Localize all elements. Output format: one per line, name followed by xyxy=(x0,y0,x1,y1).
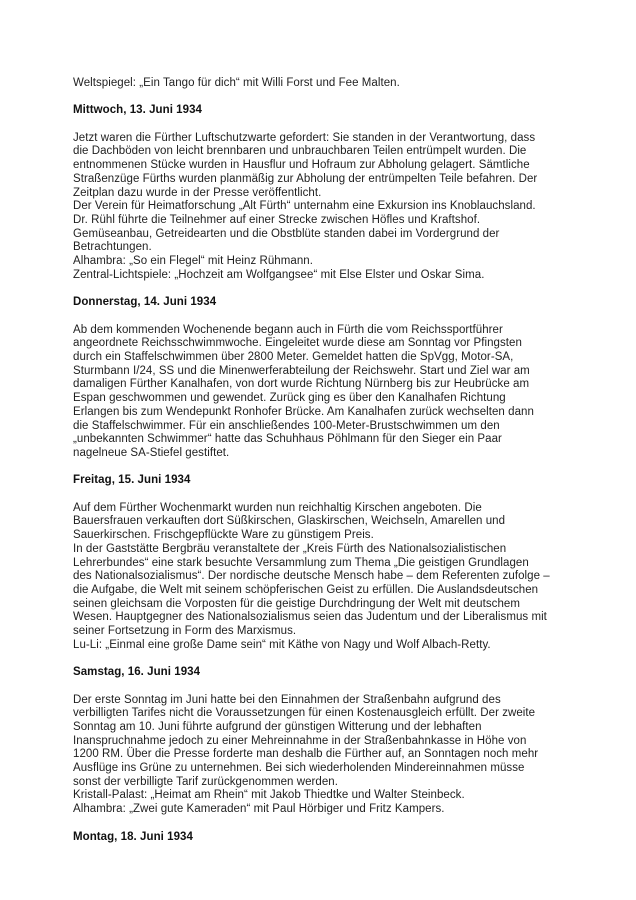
entry-paragraph xyxy=(73,132,583,283)
text-line: Betrachtungen. xyxy=(73,241,152,254)
text-line: Erlangen bis zum Wendepunkt Ronhofer Brücke. Am Kanalhafen zurück wechselten dann xyxy=(73,405,534,418)
text-line: durch ein Staffelschwimmen über 2800 Meter. Gemeldet hatten die SpVgg, Motor-SA, xyxy=(73,351,514,363)
text-line: Zeitplan dazu wurde in der Presse veröffentlicht. xyxy=(73,186,322,199)
text-line: Der Verein für Heimatforschung „Alt Fürth“ unternahm eine Exkursion ins Knoblauchsland. xyxy=(73,200,536,213)
text-line: Sturmbann I/24, SS und die Minenwerferabteilung der Reichswehr. Start und Ziel war am xyxy=(73,364,530,377)
text-line: „unbekannten Schwimmer“ hatte das Schuhhaus Pöhlmann für den Sieger ein Paar xyxy=(73,433,502,446)
text-line: sonst der verbilligte Tarif zurückgenommen werden. xyxy=(73,775,338,788)
entry-paragraph xyxy=(73,502,583,653)
text-line: die Aufgabe, die Welt mit seinem schöpferischen Geist zu erfüllen. Die Auslandsdeutschen xyxy=(73,583,539,596)
text-line: nagelneue SA-Stiefel gestiftet. xyxy=(73,446,230,459)
text-line: Alhambra: „Zwei gute Kameraden“ mit Paul Hörbiger und Fritz Kampers. xyxy=(73,803,445,816)
text-line: Straßenzüge Fürths wurden planmäßig zur Abholung der entrümpelten Teile befahren. Der xyxy=(73,172,538,185)
text-line: damaligen Fürther Kanalhafen, von dort wurde Richtung Nürnberg bis zur Heubrücke am xyxy=(73,378,530,391)
entry-heading: Mittwoch, 13. Juni 1934 xyxy=(73,104,202,117)
text-line: Sauerkirschen. Frischgepflückte Ware zu günstigem Preis. xyxy=(73,529,374,542)
text-line: Inanspruchnahme jedoch zu einer Mehreinnahme in der Straßenbahnkasse in Höhe von xyxy=(73,734,527,747)
text-line: Auf dem Fürther Wochenmarkt wurden nun reichhaltig Kirschen angeboten. Die xyxy=(73,501,482,514)
entry-heading: Montag, 18. Juni 1934 xyxy=(73,830,193,843)
text-line: Bauersfrauen verkauften dort Süßkirschen, Glaskirschen, Weichseln, Amarellen und xyxy=(73,515,506,528)
text-line: In der Gaststätte Bergbräu veranstaltete der „Kreis Fürth des Nationalsozialistischen xyxy=(73,542,507,555)
text-line: Lehrerbundes“ eine stark besuchte Versammlung zum Thema „Die geistigen Grundlagen xyxy=(73,556,529,569)
text-line: Weltspiegel: „Ein Tango für dich“ mit Willi Forst und Fee Malten. xyxy=(73,77,400,89)
text-line: Ausflüge ins Grüne zu unternehmen. Bei sich wiederholenden Mindereinnahmen müsse xyxy=(73,762,525,775)
text-line: angeordnete Reichsschwimmwoche. Eingeleitet wurde diese am Sonntag vor Pfingsten xyxy=(73,337,522,350)
text-line: Gemüseanbau, Getreidearten und die Obstblüte standen dabei im Vordergrund der xyxy=(73,227,500,240)
text-line: die Dachböden von leicht brennbaren und unbrauchbaren Teilen entrümpelt wurden. Die xyxy=(73,145,527,158)
entry-paragraph xyxy=(73,694,583,817)
text-line: verbilligten Tarifes nicht die Voraussetzungen für einen Kostenausgleich erfüllt. Der zweite xyxy=(73,707,536,720)
text-line: Espan geschwommen und gewendet. Zurück ging es über den Kanalhafen Richtung xyxy=(73,392,506,405)
text-line: 1200 RM. Über die Presse forderte man deshalb die Fürther auf, an Sonntagen noch mehr xyxy=(73,748,539,761)
text-line: Alhambra: „So ein Flegel“ mit Heinz Rühmann. xyxy=(73,255,313,268)
text-line: Kristall-Palast: „Heimat am Rhein“ mit Jakob Thiedtke und Walter Steinbeck. xyxy=(73,789,465,802)
text-line: Der erste Sonntag im Juni hatte bei den Einnahmen der Straßenbahn aufgrund des xyxy=(73,693,501,706)
text-line: Sonntag am 10. Juni führte aufgrund der günstigen Witterung und der lebhaften xyxy=(73,720,482,733)
entry-heading: Samstag, 16. Juni 1934 xyxy=(73,666,201,679)
intro-block xyxy=(73,77,583,91)
entry-paragraph xyxy=(73,324,583,461)
text-line: Wesen. Hauptgegner des Nationalsozialismus seien das Judentum und der Liberalismus mit xyxy=(73,611,547,624)
text-line: entnommenen Stücke wurden in Hausflur und Hofraum zur Abholung gelagert. Sämtliche xyxy=(73,159,530,172)
text-line: Lu-Li: „Einmal eine große Dame sein“ mit Käthe von Nagy und Wolf Albach-Retty. xyxy=(73,638,491,651)
text-line: Zentral-Lichtspiele: „Hochzeit am Wolfgangsee“ mit Else Elster und Oskar Sima. xyxy=(73,268,485,281)
document-content xyxy=(73,77,583,858)
text-line: Jetzt waren die Fürther Luftschutzwarte gefordert: Sie standen in der Verantwortung, dass xyxy=(73,131,536,144)
entry-heading: Freitag, 15. Juni 1934 xyxy=(73,474,191,487)
text-line: Dr. Rühl führte die Teilnehmer auf einer Strecke zwischen Höfles und Kraftshof. xyxy=(73,214,481,226)
text-line: des Nationalsozialismus“. Der nordische deutsche Mensch habe – dem Referenten zufolge – xyxy=(73,570,550,583)
entry-heading: Donnerstag, 14. Juni 1934 xyxy=(73,296,217,309)
text-line: seiner Fortsetzung in Form des Marxismus. xyxy=(73,625,297,638)
text-line: die Staffelschwimmer. Für ein anschließendes 100-Meter-Brustschwimmen um den xyxy=(73,419,500,432)
text-line: Ab dem kommenden Wochenende begann auch in Fürth die vom Reichssportführer xyxy=(73,323,503,336)
text-line: seinen gleichsam die Vorposten für die geistige Durchdringung der Welt mit deutschem xyxy=(73,597,520,610)
